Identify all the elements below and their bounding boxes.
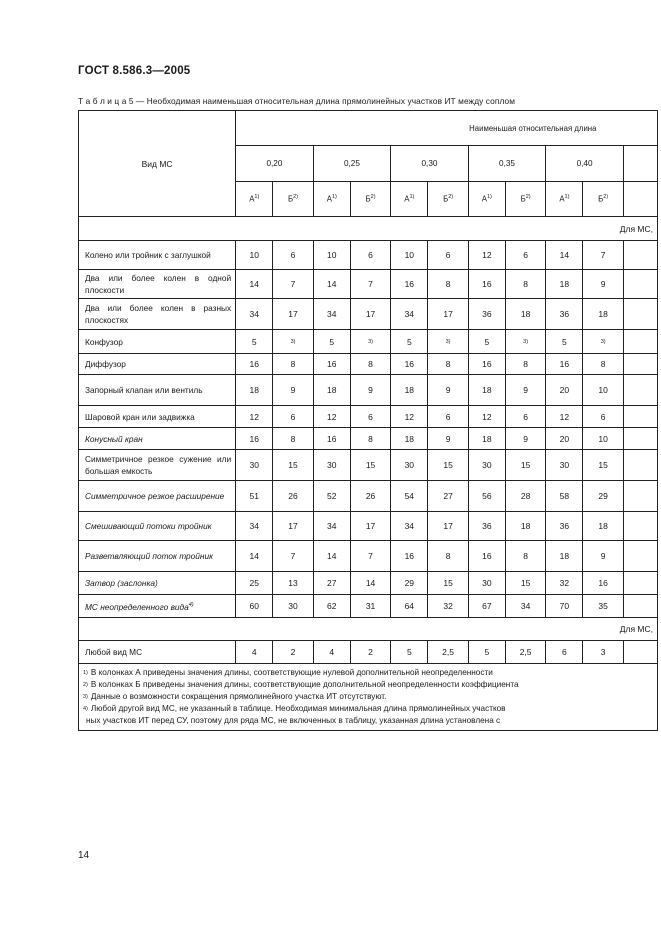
section-row [79,217,658,241]
value-cell: 18 [546,541,583,572]
value-cell: 58 [546,481,583,512]
column-a-header: $А^{1)}$ [468,182,505,217]
footnote: $^{3)}$ Данные о возможности сокращения прямолинейного участка ИТ отсутствуют. [83,692,387,701]
value-cell: 18 [468,428,505,450]
clipped-cell [623,595,657,618]
value-cell: 17 [428,299,468,330]
value-cell: 6 [273,406,313,428]
fitting-name: МС неопределенного вида$^{4)}$ [79,595,236,618]
fitting-name: Диффузор [79,354,236,375]
table-caption: Т а б л и ц а 5 — Необходимая наименьшая относительная длина прямолинейных участков ИТ между соплом [78,96,516,106]
value-cell: 4 [236,641,273,664]
value-cell: 6 [273,241,313,270]
value-cell: 10 [391,241,428,270]
value-cell: 30 [546,450,583,481]
value-cell: 8 [583,354,623,375]
table-row [79,595,658,618]
value-cell: 6 [350,406,390,428]
column-a-header: $А^{1)}$ [546,182,583,217]
value-cell: 8 [273,428,313,450]
column-a-header: $А^{1)}$ [236,182,273,217]
table-row [79,406,658,428]
value-cell: 27 [428,481,468,512]
table-row [79,428,658,450]
value-cell: 15 [428,572,468,595]
value-cell: 17 [273,299,313,330]
value-cell: 28 [505,481,545,512]
value-cell: 32 [546,572,583,595]
value-cell: 16 [468,270,505,299]
clipped-cell [623,375,657,406]
value-cell: 52 [313,481,350,512]
notes-row [79,664,658,731]
column-a-header: $А^{1)}$ [313,182,350,217]
value-cell: 5 [391,330,428,354]
value-cell: 14 [236,270,273,299]
value-cell: 8 [273,354,313,375]
value-cell: 14 [546,241,583,270]
value-cell: 3) [273,330,313,354]
table-container [78,110,653,746]
footnote: $^{2)}$ В колонках Б приведены значения длины, соответствующие дополнительной неопределенности коэффициента [83,680,519,689]
value-cell: 56 [468,481,505,512]
value-cell: 16 [468,541,505,572]
value-cell: 30 [236,450,273,481]
value-cell: 10 [236,241,273,270]
value-cell: 8 [428,354,468,375]
ratio-header: 0,30 [391,146,469,182]
fitting-name: Затвор (заслонка) [79,572,236,595]
value-cell: 16 [236,428,273,450]
value-cell: 12 [468,406,505,428]
ratio-header: 0,35 [468,146,546,182]
value-cell: 5 [468,330,505,354]
value-cell: 6 [505,241,545,270]
value-cell: 3) [350,330,390,354]
value-cell: 15 [428,450,468,481]
column-b-header: $Б^{2)}$ [350,182,390,217]
section-label: Для МС, [79,618,658,641]
value-cell: 35 [583,595,623,618]
value-cell: 10 [313,241,350,270]
section-row [79,618,658,641]
footnote: $^{1)}$ В колонках А приведены значения длины, соответствующие нулевой дополнительной неопределенности [83,668,493,677]
value-cell: 5 [313,330,350,354]
value-cell: 34 [391,512,428,541]
value-cell: 27 [313,572,350,595]
clipped-cell [623,299,657,330]
value-cell: 16 [391,354,428,375]
value-cell: 54 [391,481,428,512]
value-cell: 36 [546,512,583,541]
value-cell: 34 [313,512,350,541]
value-cell: 10 [583,375,623,406]
value-cell: 4 [313,641,350,664]
clipped-cell [623,450,657,481]
value-cell: 18 [236,375,273,406]
footnote: ных участков ИТ перед СУ, поэтому для ряда МС, не включенных в таблицу, указанная длина установлена с [86,716,501,725]
table-row [79,270,658,299]
table-row [79,512,658,541]
ratio-header: 0,40 [546,146,624,182]
value-cell: 18 [505,299,545,330]
value-cell: 9 [505,428,545,450]
value-cell: 12 [391,406,428,428]
fitting-name: Два или более колен в разных плоскостях [79,299,236,330]
value-cell: 6 [350,241,390,270]
value-cell: 12 [236,406,273,428]
value-cell: 15 [273,450,313,481]
value-cell: 7 [273,270,313,299]
value-cell: 8 [505,270,545,299]
value-cell: 20 [546,428,583,450]
value-cell: 5 [236,330,273,354]
value-cell: 14 [236,541,273,572]
fitting-name: Конфузор [79,330,236,354]
value-cell: 5 [468,641,505,664]
value-cell: 16 [546,354,583,375]
section-label: Для МС, [79,217,658,241]
fitting-name: Запорный клапан или вентиль [79,375,236,406]
value-cell: 16 [391,541,428,572]
value-cell: 15 [505,450,545,481]
fitting-name: Симметричное резкое расширение [79,481,236,512]
value-cell: 6 [428,241,468,270]
fitting-name: Симметричное резкое сужение или большая емкость [79,450,236,481]
value-cell: 16 [313,428,350,450]
value-cell: 18 [468,375,505,406]
value-cell: 18 [505,512,545,541]
value-cell: 30 [313,450,350,481]
value-cell: 15 [583,450,623,481]
value-cell: 34 [391,299,428,330]
value-cell: 30 [391,450,428,481]
document-title: ГОСТ 8.586.3—2005 [78,65,191,77]
value-cell: 7 [350,270,390,299]
value-cell: 8 [428,541,468,572]
value-cell: 16 [313,354,350,375]
value-cell: 2,5 [505,641,545,664]
clipped-cell [623,428,657,450]
value-cell: 12 [468,241,505,270]
value-cell: 18 [391,428,428,450]
value-cell: 3 [583,641,623,664]
value-cell: 6 [583,406,623,428]
value-cell: 14 [313,541,350,572]
clipped-cell [623,354,657,375]
table-row [79,641,658,664]
value-cell: 34 [313,299,350,330]
value-cell: 25 [236,572,273,595]
value-cell: 16 [391,270,428,299]
value-cell: 2 [273,641,313,664]
value-cell: 34 [505,595,545,618]
table-row [79,450,658,481]
value-cell: 30 [273,595,313,618]
footnote: $^{4)}$ Любой другой вид МС, не указанный в таблице. Необходимая минимальная длина прямолинейных участков [83,704,506,713]
value-cell: 9 [505,375,545,406]
table-row [79,541,658,572]
table-row [79,481,658,512]
table-row [79,572,658,595]
clipped-cell [623,572,657,595]
value-cell: 6 [428,406,468,428]
table-row [79,299,658,330]
clipped-cell [623,241,657,270]
value-cell: 67 [468,595,505,618]
value-cell: 60 [236,595,273,618]
value-cell: 7 [583,241,623,270]
value-cell: 3) [428,330,468,354]
value-cell: 62 [313,595,350,618]
value-cell: 8 [428,270,468,299]
value-cell: 18 [583,299,623,330]
value-cell: 14 [313,270,350,299]
fitting-name: Шаровой кран или задвижка [79,406,236,428]
value-cell: 70 [546,595,583,618]
value-cell: 17 [273,512,313,541]
sub-header-clipped [623,182,657,217]
column-b-header: $Б^{2)}$ [428,182,468,217]
table-row [79,241,658,270]
value-cell: 8 [505,541,545,572]
value-cell: 8 [350,428,390,450]
value-cell: 51 [236,481,273,512]
value-cell: 17 [350,299,390,330]
value-cell: 5 [546,330,583,354]
table-row [79,354,658,375]
length-table [78,110,658,731]
value-cell: 17 [350,512,390,541]
fitting-name: Два или более колен в одной плоскости [79,270,236,299]
value-cell: 34 [236,299,273,330]
ratio-header: 0,25 [313,146,391,182]
value-cell: 36 [546,299,583,330]
clipped-cell [623,641,657,664]
value-cell: 26 [350,481,390,512]
value-cell: 20 [546,375,583,406]
clipped-cell [623,330,657,354]
fitting-name: Колено или тройник с заглушкой [79,241,236,270]
value-cell: 16 [236,354,273,375]
value-cell: 12 [313,406,350,428]
fitting-name: Смешивающий потоки тройник [79,512,236,541]
value-cell: 8 [505,354,545,375]
value-cell: 30 [468,450,505,481]
table-row [79,375,658,406]
value-cell: 18 [546,270,583,299]
value-cell: 10 [583,428,623,450]
value-cell: 29 [583,481,623,512]
ratio-header: 0,20 [236,146,314,182]
value-cell: 29 [391,572,428,595]
value-cell: 6 [505,406,545,428]
value-cell: 36 [468,512,505,541]
value-cell: 18 [391,375,428,406]
value-cell: 7 [273,541,313,572]
clipped-cell [623,270,657,299]
ratio-header-clipped [623,146,657,182]
value-cell: 2,5 [428,641,468,664]
page-number: 14 [78,850,90,861]
value-cell: 18 [583,512,623,541]
column-a-header: $А^{1)}$ [391,182,428,217]
column-b-header: $Б^{2)}$ [273,182,313,217]
value-cell: 15 [350,450,390,481]
value-cell: 6 [546,641,583,664]
value-cell: 17 [428,512,468,541]
value-cell: 3) [505,330,545,354]
value-cell: 26 [273,481,313,512]
clipped-cell [623,512,657,541]
value-cell: 14 [350,572,390,595]
value-cell: 9 [428,428,468,450]
value-cell: 16 [468,354,505,375]
value-cell: 32 [428,595,468,618]
value-cell: 34 [236,512,273,541]
clipped-cell [623,481,657,512]
value-cell: 18 [313,375,350,406]
value-cell: 2 [350,641,390,664]
value-cell: 3) [583,330,623,354]
value-cell: 9 [350,375,390,406]
value-cell: 12 [546,406,583,428]
value-cell: 7 [350,541,390,572]
header-kind: Вид МС [79,111,236,217]
value-cell: 36 [468,299,505,330]
column-b-header: $Б^{2)}$ [583,182,623,217]
header-min-length: Наименьшая относительная длина [236,111,658,146]
clipped-cell [623,406,657,428]
value-cell: 13 [273,572,313,595]
fitting-name: Конусный кран [79,428,236,450]
fitting-name: Разветвляющий поток тройник [79,541,236,572]
value-cell: 15 [505,572,545,595]
value-cell: 64 [391,595,428,618]
fitting-name: Любой вид МС [79,641,236,664]
value-cell: 31 [350,595,390,618]
value-cell: 16 [583,572,623,595]
clipped-cell [623,541,657,572]
value-cell: 8 [350,354,390,375]
column-b-header: $Б^{2)}$ [505,182,545,217]
value-cell: 9 [428,375,468,406]
value-cell: 30 [468,572,505,595]
value-cell: 9 [583,270,623,299]
value-cell: 5 [391,641,428,664]
value-cell: 9 [273,375,313,406]
table-row [79,330,658,354]
value-cell: 9 [583,541,623,572]
table-notes [79,664,658,731]
